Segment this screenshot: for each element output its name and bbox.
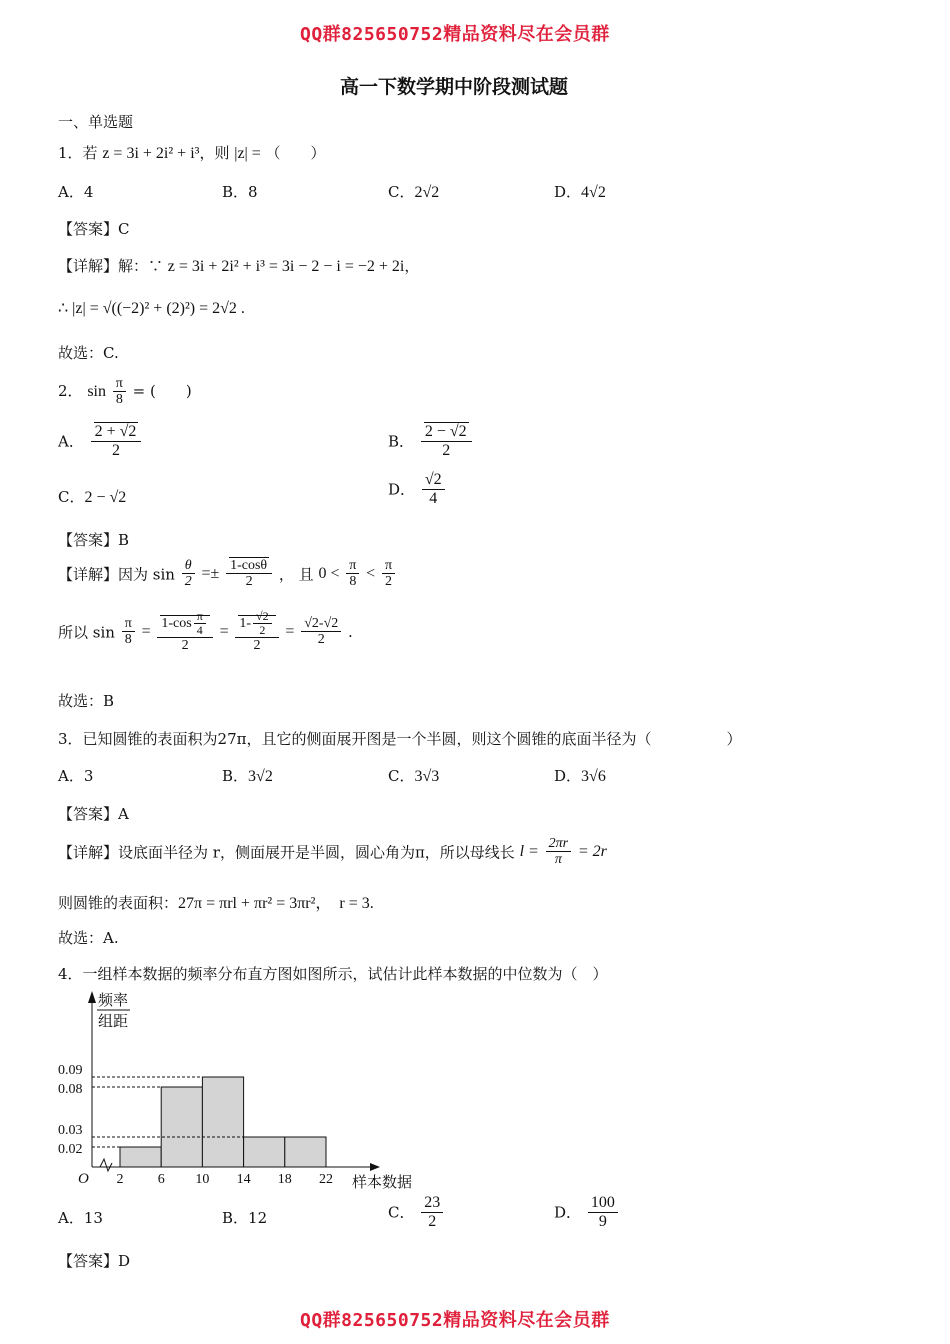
x-tick-label: 6 (157, 1172, 165, 1187)
y-tick-label: 0.08 (58, 1082, 83, 1097)
y-tick-label: 0.03 (58, 1123, 83, 1138)
top-banner: QQ群825650752精品资料尽在会员群 (300, 24, 610, 45)
q1-therefore: ∴ |z| = √((−2)² + (2)²) = 2√2 . (58, 300, 245, 317)
y-axis-label-top: 频率 (98, 993, 129, 1009)
q3-option-d: D．3√6 (554, 767, 606, 785)
q3-choose: 故选：A. (58, 929, 119, 947)
q3-option-a: A．3 (58, 767, 94, 785)
q2-detail-2: 所以 sin $\frac{\pi}{8}$ = 1-cos $\frac{\pi}{4}$ 2 = 1- $\frac{√2}{2}$ 2 = $\frac{√2-√2}{2}$ . (58, 609, 353, 654)
q2-option-a: A． $\frac{2 + √2}{2}$ (58, 423, 143, 459)
y-tick-label: 0.09 (58, 1063, 83, 1078)
x-tick-label: 10 (195, 1172, 210, 1187)
q2-option-c: C．2 − √2 (58, 488, 127, 506)
histogram-chart (50, 985, 450, 1195)
q2-option-b: B． $\frac{2 - √2}{2}$ (388, 423, 474, 459)
q4-stem: 4．一组样本数据的频率分布直方图如图所示，试估计此样本数据的中位数为（ ） (58, 965, 608, 983)
q3-detail: 【详解】设底面半径为 r，侧面展开是半圆，圆心角为π，所以母线长 l = $\frac{2\pi r}{\pi}$ = 2r (58, 836, 607, 868)
histogram-bar (285, 1137, 326, 1167)
q2-choose: 故选：B (58, 692, 115, 710)
histogram-bar (244, 1137, 285, 1167)
q1-detail: 【详解】解：∵ z = 3i + 2i² + i³ = 3i − 2 − i = −2 + 2i， (58, 257, 420, 275)
axis-break (100, 1159, 112, 1171)
y-axis-label-bottom: 组距 (98, 1014, 129, 1030)
x-tick-label: 18 (277, 1172, 292, 1187)
q1-option-d: D．4√2 (554, 183, 606, 201)
q1-option-a: A．4 (58, 183, 94, 201)
histogram-bar (161, 1087, 202, 1167)
q3-option-b: B．3√2 (222, 767, 273, 785)
q3-stem: 3．已知圆锥的表面积为27π，且它的侧面展开图是一个半圆，则这个圆锥的底面半径为（ ） (58, 730, 742, 748)
q1-choose: 故选：C. (58, 344, 119, 362)
page-title: 高一下数学期中阶段测试题 (340, 76, 569, 98)
q1-option-b: B．8 (222, 183, 258, 201)
q4-option-a: A．13 (58, 1209, 103, 1227)
q4-option-d: D． $\frac{100}{9}$ (554, 1194, 620, 1230)
q2-answer: 【答案】B (58, 531, 130, 549)
q4-option-b: B．12 (222, 1209, 268, 1227)
section-heading: 一、单选题 (58, 113, 134, 131)
x-axis-label: 样本数据 (352, 1175, 413, 1191)
q2-stem: 2． sin $\frac{\pi}{8}$ = ( ) (58, 376, 192, 408)
q3-area: 则圆锥的表面积：27π = πrl + πr² = 3πr²， r = 3. (58, 894, 374, 912)
x-axis-arrow (370, 1163, 380, 1171)
q1-answer: 【答案】C (58, 220, 130, 238)
x-tick-label: 14 (236, 1172, 251, 1187)
origin-label: O (78, 1171, 89, 1187)
q3-answer: 【答案】A (58, 805, 129, 823)
x-tick-label: 2 (116, 1172, 124, 1187)
q4-answer: 【答案】D (58, 1252, 131, 1270)
y-axis-arrow (88, 991, 96, 1003)
histogram-bar (120, 1147, 161, 1167)
q2-detail-1: 【详解】因为 sin $\frac{\theta}{2}$ =± $\frac{1-\cos\theta}{2}$ ， 且 0 < $\frac{\pi}{8}$ < $\frac{\pi}{2}$ (58, 558, 397, 590)
q1-option-c: C．2√2 (388, 183, 440, 201)
q1-stem: 1．若 z = 3i + 2i² + i³，则 |z| = （ ） (58, 144, 326, 162)
q2-option-d: D． $\frac{√2}{4}$ (388, 471, 447, 507)
histogram-bar (202, 1077, 243, 1167)
bottom-banner: QQ群825650752精品资料尽在会员群 (300, 1310, 610, 1331)
q3-option-c: C．3√3 (388, 767, 440, 785)
y-tick-label: 0.02 (58, 1142, 83, 1157)
x-tick-label: 22 (319, 1172, 333, 1187)
q4-option-c: C． $\frac{23}{2}$ (388, 1194, 445, 1230)
